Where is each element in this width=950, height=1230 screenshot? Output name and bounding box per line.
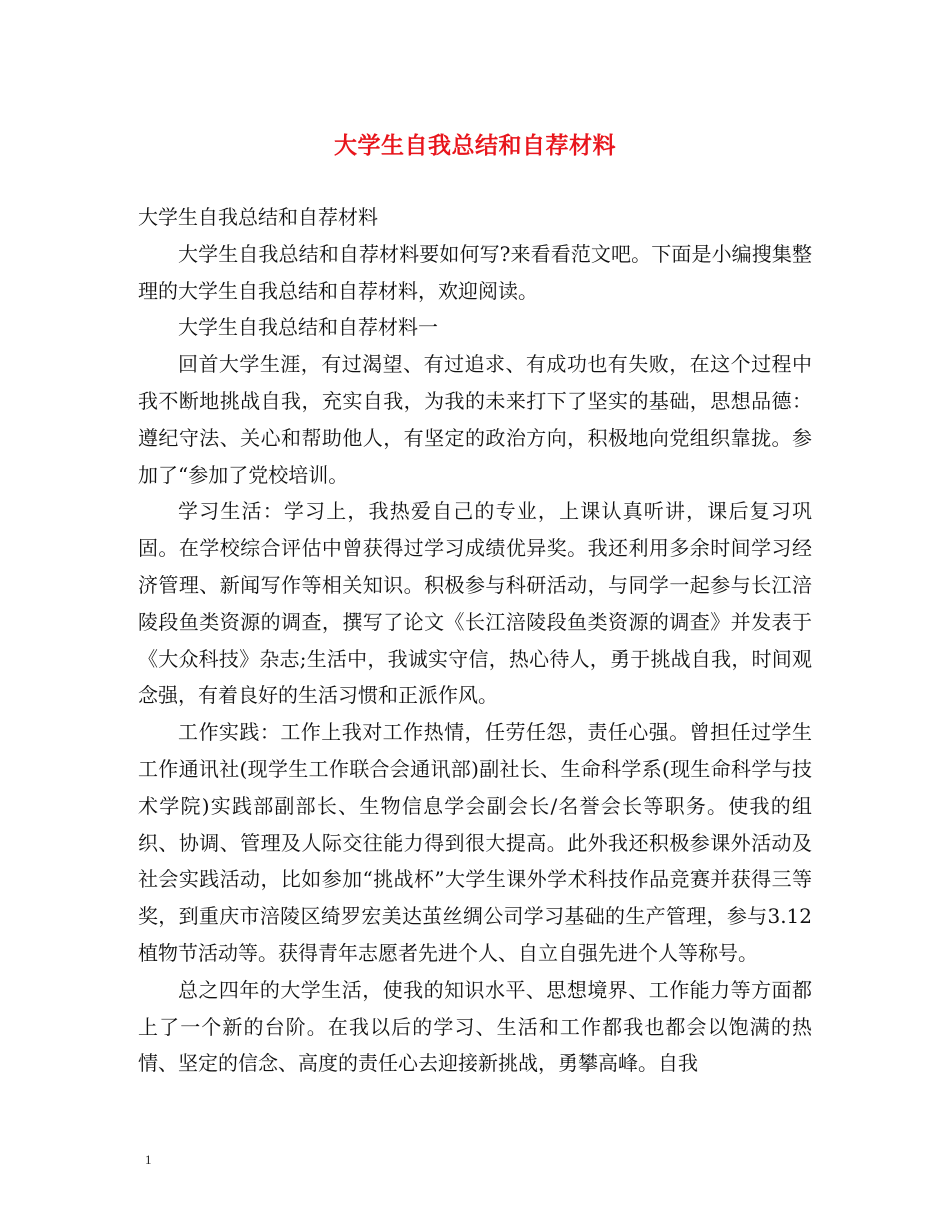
- document-title: 大学生自我总结和自荐材料: [334, 132, 616, 159]
- paragraph-intro: 大学生自我总结和自荐材料要如何写?来看看范文吧。下面是小编搜集整理的大学生自我总结和自荐材料，欢迎阅读。: [138, 241, 812, 303]
- paragraph-conclusion: 总之四年的大学生活，使我的知识水平、思想境界、工作能力等方面都上了一个新的台阶。在我以后的学习、生活和工作都我也都会以饱满的热情、坚定的信念、高度的责任心去迎接新挑战，勇攀高峰。自我: [138, 977, 812, 1076]
- paragraph-work-practice: 工作实践：工作上我对工作热情，任劳任怨，责任心强。曾担任过学生工作通讯社(现学生工作联合会通讯部)副社长、生命科学系(现生命科学与技术学院)实践部副部长、生物信息学会副会长/名誉会长等职务。使我的组织、协调、管理及人际交往能力得到很大提高。此外我还积极参课外活动及社会实践活动，比如参加“挑战杯”大学生课外学术科技作品竞赛并获得三等奖，到重庆市涪陵区绮罗宏美达茧丝绸公司学习基础的生产管理，参与3.12植物节活动等。获得青年志愿者先进个人、自立自强先进个人等称号。: [138, 720, 812, 965]
- section-heading: 大学生自我总结和自荐材料一: [178, 315, 438, 340]
- paragraph-study-life: 学习生活：学习上，我热爱自己的专业，上课认真听讲，课后复习巩固。在学校综合评估中曾获得过学习成绩优异奖。我还利用多余时间学习经济管理、新闻写作等相关知识。积极参与科研活动，与同学一起参与长江涪陵段鱼类资源的调查，撰写了论文《长江涪陵段鱼类资源的调查》并发表于《大众科技》杂志;生活中，我诚实守信，热心待人，勇于挑战自我，时间观念强，有着良好的生活习惯和正派作风。: [138, 499, 812, 708]
- document-body: [138, 199, 812, 1082]
- body-heading: 大学生自我总结和自荐材料: [138, 205, 378, 229]
- page-number: 1: [145, 1152, 152, 1167]
- paragraph-review: 回首大学生涯，有过渴望、有过追求、有成功也有失败，在这个过程中我不断地挑战自我，充实自我，为我的未来打下了坚实的基础，思想品德：遵纪守法、关心和帮助他人，有坚定的政治方向，积极地向党组织靠拢。参加了“参加了党校培训。: [138, 352, 812, 487]
